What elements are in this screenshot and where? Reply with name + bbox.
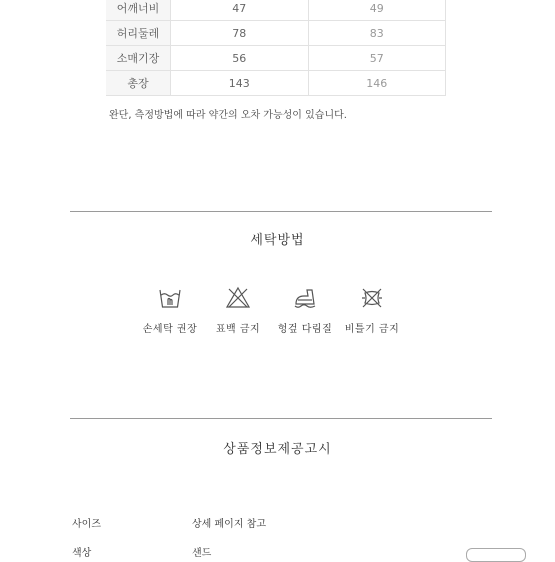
row-value: 56 [171, 46, 309, 71]
care-item-no-wring [332, 286, 412, 335]
table-row [106, 46, 446, 71]
care-label: 헝겊 다림질 [277, 324, 333, 335]
section-divider [70, 418, 492, 419]
care-section-title: 세탁방법 [250, 233, 305, 248]
info-value-color: 샌드 [192, 548, 212, 559]
size-table [106, 0, 446, 96]
iron-with-cloth-icon [293, 286, 317, 310]
no-wring-icon [360, 286, 384, 310]
hand-wash-icon [158, 286, 182, 310]
row-value: 83 [308, 21, 446, 46]
care-label: 표백 금지 [215, 324, 261, 335]
row-value: 143 [171, 71, 309, 96]
info-value-size: 상세 페이지 참고 [192, 519, 266, 530]
table-row [106, 0, 446, 21]
row-label: 소매기장 [106, 46, 171, 71]
row-value: 49 [308, 0, 446, 21]
product-info-title: 상품정보제공고시 [223, 442, 332, 457]
info-label-size: 사이즈 [72, 519, 101, 530]
row-value: 146 [308, 71, 446, 96]
row-label: 총장 [106, 71, 171, 96]
row-value: 47 [171, 0, 309, 21]
no-bleach-icon [226, 286, 250, 310]
table-row [106, 71, 446, 96]
care-label: 손세탁 권장 [142, 324, 198, 335]
row-value: 78 [171, 21, 309, 46]
floating-widget[interactable] [466, 548, 526, 562]
row-label: 어깨너비 [106, 0, 171, 21]
row-label: 허리둘레 [106, 21, 171, 46]
measurement-note: 완단, 측정방법에 따라 약간의 오차 가능성이 있습니다. [109, 110, 347, 121]
care-label: 비틀기 금지 [344, 324, 400, 335]
info-label-color: 색상 [72, 548, 92, 559]
section-divider [70, 211, 492, 212]
row-value: 57 [308, 46, 446, 71]
table-row [106, 21, 446, 46]
